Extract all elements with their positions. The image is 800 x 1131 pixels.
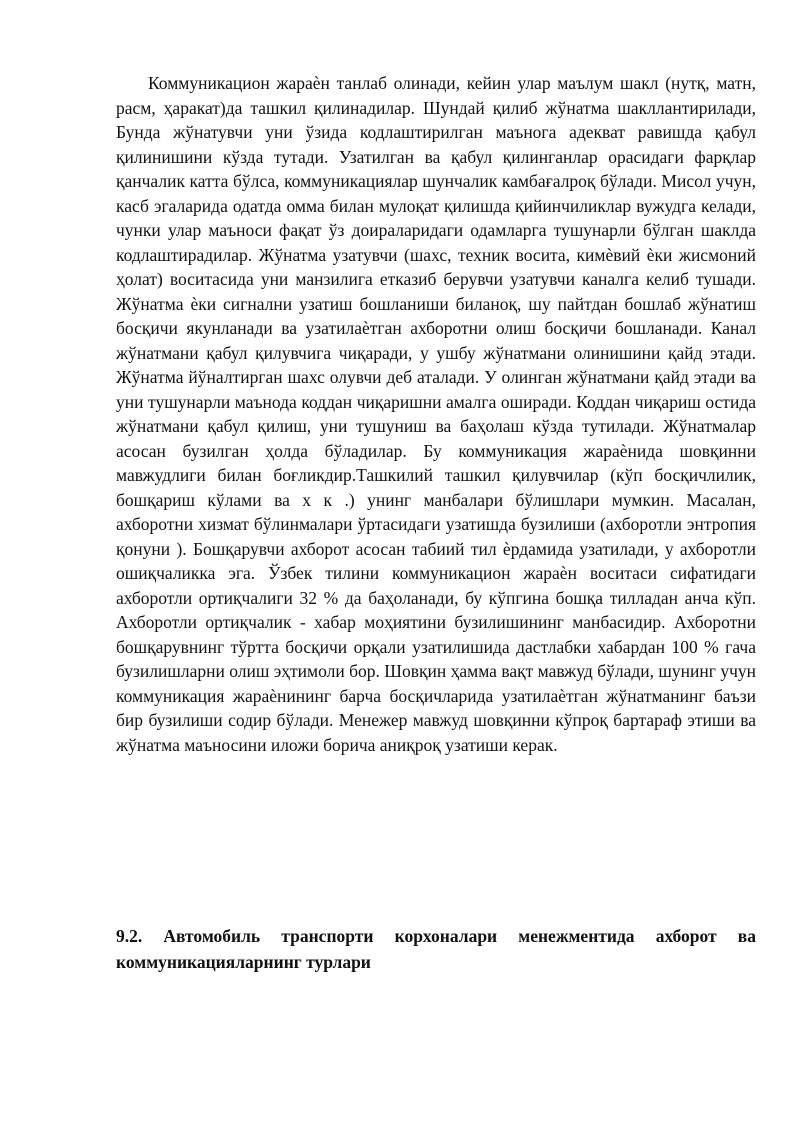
body-paragraph: Коммуникацион жараѐн танлаб олинади, кейин улар маълум шакл (нутқ, матн, расм, ҳаракат)да ташкил қилинадилар. Шундай қилиб жўнатма шакллантирилади, Бунда жўнатувчи уни ўзида кодлаштирилган маънога адекват равишда қабул қилинишини кўзда тутади. Узатилган ва қабул қилинганлар орасидаги фарқлар қанчалик катта бўлса, коммуникациялар шунчалик камбағалроқ бўлади. Мисол учун, касб эгаларида одатда омма билан мулоқат қилишда қийинчиликлар вужудга келади, чунки улар маъноси фақат ўз доираларидаги одамларга тушунарли бўлган шаклда кодлаштирадилар. Жўнатма узатувчи (шахс, техник восита, кимѐвий ѐки жисмоний ҳолат) воситасида уни манзилига етказиб берувчи узатувчи каналга келиб тушади. Жўнатма ѐки сигнални узатиш бошланиши биланоқ, шу пайтдан бошлаб жўнатиш босқичи якунланади ва узатилаѐтган ахборотни олиш босқичи бошланади. Канал жўнатмани қабул қилувчига чиқаради, у ушбу жўнатмани олинишини қайд этади. Жўнатма йўналтирган шахс олувчи деб аталади. У олинган жўнатмани қайд этади ва уни тушунарли маънода коддан чиқаришни амалга оширади. Коддан чиқариш остида жўнатмани қабул қилиш, уни тушуниш ва баҳолаш кўзда тутилади. Жўнатмалар асосан бузилган ҳолда бўладилар. Бу коммуникация жараѐнида шовқинни мавжудлиги билан боғликдир.Ташкилий ташкил қилувчилар (кўп босқичлилик, бошқариш кўлами ва х к .) унинг манбалари бўлишлари мумкин. Масалан, ахборотни хизмат бўлинмалари ўртасидаги узатишда бузилиши (ахборотли энтропия қонуни ). Бошқарувчи ахборот асосан табиий тил ѐрдамида узатилади, у ахборотли ошиқчаликка эга. Ўзбек тилини коммуникацион жараѐн воситаси сифатидаги ахборотли ортиқчалиги 32 % да баҳоланади, бу кўпгина бошқа тилладан анча кўп. Ахборотли ортиқчалик - хабар моҳиятини бузилишининг манбасидир. Ахборотни бошқарувнинг тўртта босқичи орқали узатилишида дастлабки хабардан 100 % гача бузилишларни олиш эҳтимоли бор. Шовқин ҳамма вақт мавжуд бўлади, шунинг учун коммуникация жараѐнининг барча босқичларида узатилаѐтган жўнатманинг баъзи бир бузилиши содир бўлади. Менежер мавжуд шовқинни кўпроқ бартараф этиши ва жўнатма маъносини иложи борича аниқроқ узатиши керак.: [116, 73, 756, 755]
section-heading: 9.2. Автомобиль транспорти корхоналари менежментида ахборот ва коммуникацияларнинг турлари: [116, 926, 756, 972]
